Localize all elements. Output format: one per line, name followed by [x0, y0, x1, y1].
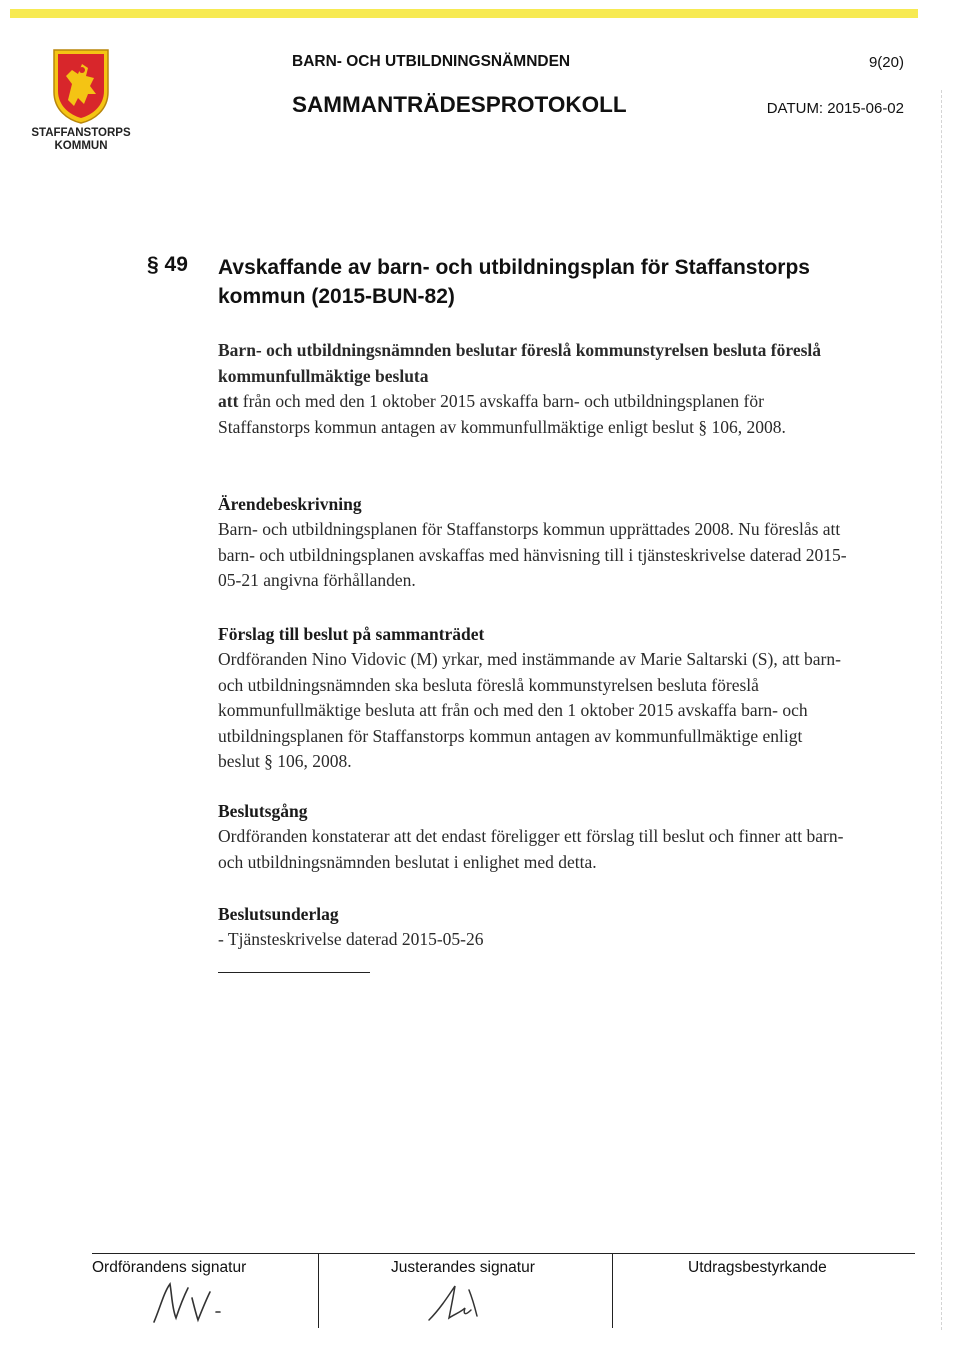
end-rule — [218, 972, 370, 973]
page-number: 9(20) — [868, 54, 904, 71]
decision-att-clause — [218, 389, 848, 440]
top-color-bar — [10, 9, 918, 18]
adjuster-signature-label: Justerandes signatur — [391, 1259, 535, 1276]
document-title: SAMMANTRÄDESPROTOKOLL — [292, 92, 627, 117]
signature-divider — [612, 1253, 613, 1328]
section-beslutsgang — [218, 799, 848, 875]
item-title: Avskaffande av barn- och utbildningsplan för Staffanstorps kommun (2015-BUN-82) — [218, 256, 810, 308]
adjuster-signature — [425, 1280, 485, 1326]
section-text: Barn- och utbildningsplanen för Staffanstorps kommun upprättades 2008. Nu föreslås att barn- och utbildningsplanen avskaffas med hänvisning till i tjänsteskrivelse daterad 2015-05-21 angivna förhållanden. — [218, 519, 847, 590]
decision-intro: Barn- och utbildningsnämnden beslutar föreslå kommunstyrelsen besluta föreslå kommunfullmäktige besluta — [218, 340, 822, 386]
section-text: Ordföranden konstaterar att det endast föreligger ett förslag till beslut och finner att barn- och utbildningsnämnden beslutat i enlighet med detta. — [218, 826, 844, 872]
signature-line — [92, 1253, 915, 1254]
chair-signature-label: Ordförandens signatur — [92, 1259, 247, 1276]
section-title: Beslutsgång — [218, 801, 308, 821]
att-text: från och med den 1 oktober 2015 avskaffa barn- och utbildningsplanen för Staffanstorps kommun antagen av kommunfullmäktige enligt beslut § 106, 2008. — [218, 391, 786, 437]
meeting-date: DATUM: 2015-06-02 — [766, 100, 904, 117]
municipality-line1: STAFFANSTORPS — [31, 127, 131, 139]
paragraph-number: § 49 — [147, 253, 188, 276]
signature-divider — [318, 1253, 319, 1328]
section-text: Ordföranden Nino Vidovic (M) yrkar, med instämmande av Marie Saltarski (S), att barn- och utbildningsnämnden ska besluta föreslå kommunstyrelsen besluta föreslå kommunfullmäktige besluta att från och med den 1 oktober 2015 avskaffa barn- och utbildningsplanen för Staffanstorps kommun antagen av kommunfullmäktige enligt beslut § 106, 2008. — [218, 649, 841, 771]
decision-block — [218, 338, 848, 440]
chair-signature — [150, 1278, 230, 1328]
municipality-name — [22, 127, 140, 153]
scan-edge-line — [941, 90, 943, 1330]
municipality-crest-icon — [52, 48, 110, 124]
att-keyword: att — [218, 391, 239, 411]
extract-certification-label: Utdragsbestyrkande — [688, 1259, 827, 1276]
section-arendebeskrivning — [218, 492, 848, 594]
section-forslag — [218, 622, 848, 775]
section-title: Ärendebeskrivning — [218, 494, 362, 514]
section-title: Förslag till beslut på sammanträdet — [218, 624, 485, 644]
section-title: Beslutsunderlag — [218, 904, 339, 924]
section-text: - Tjänsteskrivelse daterad 2015-05-26 — [218, 929, 484, 949]
committee-name: BARN- OCH UTBILDNINGSNÄMNDEN — [292, 53, 571, 70]
municipality-line2: KOMMUN — [54, 140, 108, 152]
section-beslutsunderlag — [218, 902, 848, 953]
